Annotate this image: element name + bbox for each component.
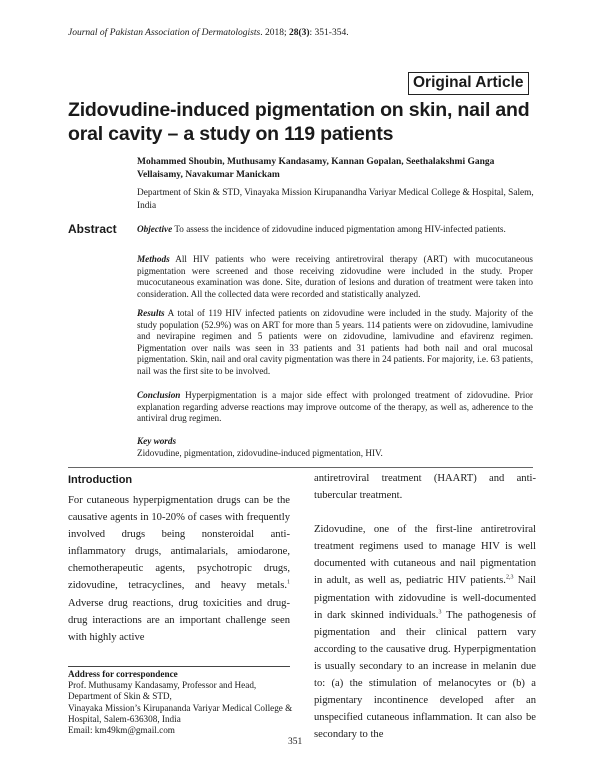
results-label: Results bbox=[137, 308, 165, 318]
section-divider bbox=[68, 467, 533, 468]
author-list: Mohammed Shoubin, Muthusamy Kandasamy, Kannan Gopalan, Seethalakshmi Ganga Vellaisamy, Navakumar Manickam bbox=[137, 157, 495, 180]
intro-text-1b: Adverse drug reactions, drug toxicities and drug-drug interactions are an important challenge seen with highly active bbox=[68, 597, 290, 643]
correspondence-divider bbox=[68, 666, 290, 667]
keywords-label: Key words bbox=[137, 436, 177, 446]
intro-paragraph-2 bbox=[314, 521, 536, 743]
article-type-badge: Original Article bbox=[408, 72, 529, 95]
correspondence-box bbox=[68, 669, 298, 736]
methods-text: All HIV patients who were receiving antiretroviral therapy (ART) with mucocutaneous pigmentation were screened and those receiving zidovudine were included in the study. Proper mucocutaneous examination was done. Site, duration of lesions and duration of treatment were taken into consideration. All the collected data were recorded and statistically analyzed. bbox=[137, 254, 533, 299]
intro-paragraph-1 bbox=[68, 492, 290, 646]
article-title: Zidovudine-induced pigmentation on skin, nail and oral cavity – a study on 119 patients bbox=[68, 99, 530, 145]
intro-text-2c: The pathogenesis of pigmentation and their clinical pattern vary according to the causative drug. Hyperpigmentation is usually secondary to an increase in melanin due to: (a) the stimulation of melanocytes or (b) a pigmentary incontinence developed after an unspecified cutaneous inflammation. It can also be secondary to the bbox=[314, 609, 536, 741]
ref-2-3: 2,3 bbox=[505, 574, 514, 581]
right-column bbox=[314, 470, 536, 743]
ref-3: 3 bbox=[438, 609, 442, 616]
conclusion-text: Hyperpigmentation is a major side effect with prolonged treatment of zidovudine. Prior explanation regarding adverse reactions may improve outcome of the therapy, as well as, adherence to the antiviral drug regimen. bbox=[137, 390, 533, 423]
intro-text-2b: Nail pigmentation with zidovudine is well-documented in dark skinned individuals. bbox=[314, 575, 536, 621]
journal-pages: : 351-354. bbox=[309, 28, 349, 38]
journal-name: Journal of Pakistan Association of Dermatologists bbox=[68, 28, 261, 38]
intro-text-2a: Zidovudine, one of the first-line antiretroviral treatment regimens used to manage HIV is well documented with cutaneous and nail pigmentation in adult, as well as, pediatric HIV patients. bbox=[314, 524, 536, 587]
journal-volume: 28(3) bbox=[288, 28, 310, 38]
abstract-methods bbox=[137, 254, 533, 300]
keywords-text: Zidovudine, pigmentation, zidovudine-induced pigmentation, HIV. bbox=[137, 448, 383, 458]
correspondence-email: Email: km49km@gmail.com bbox=[68, 725, 175, 736]
affiliation: Department of Skin & STD, Vinayaka Mission Kirupanandha Variyar Medical College & Hospital, Salem, India bbox=[137, 188, 534, 211]
intro-text-1a: For cutaneous hyperpigmentation drugs can be the causative agents in 10-20% of cases with frequently involved drugs being nonsteroidal anti-inflammatory drugs, antimalarials, amiodarone, chemotherapeutic agents, psychotropic drugs, zidovudine, tetracyclines, and heavy metals. bbox=[68, 495, 290, 592]
conclusion-label: Conclusion bbox=[137, 390, 181, 400]
abstract-results bbox=[137, 308, 533, 377]
methods-label: Methods bbox=[137, 254, 170, 264]
objective-text: To assess the incidence of zidovudine induced pigmentation among HIV-infected patients. bbox=[172, 224, 506, 234]
page-number: 351 bbox=[288, 737, 303, 747]
ref-1: 1 bbox=[287, 579, 290, 586]
journal-year: . 2018; bbox=[260, 28, 287, 38]
abstract-objective bbox=[137, 224, 533, 236]
correspondence-heading: Address for correspondence bbox=[68, 669, 178, 679]
abstract-conclusion bbox=[137, 390, 533, 425]
correspondence-line-1: Prof. Muthusamy Kandasamy, Professor and Head, Department of Skin & STD, bbox=[68, 680, 257, 702]
journal-citation bbox=[68, 28, 349, 38]
introduction-heading: Introduction bbox=[68, 474, 133, 486]
abstract-heading: Abstract bbox=[68, 222, 117, 236]
intro-paragraph-continued: antiretroviral treatment (HAART) and anti-tubercular treatment. bbox=[314, 473, 536, 502]
objective-label: Objective bbox=[137, 224, 173, 234]
left-column bbox=[68, 492, 290, 646]
results-text: A total of 119 HIV infected patients on zidovudine were included in the study. Majority of the study population (52.9%) was on ART for more than 5 years. 114 patients were on zidovudine, lamivudine and nevirapine regimen and 5 patients were on zidovudine, lamivudine and efavirenz regimen. Pigmentation over nails was seen in 33 patients and 31 patients had both nail and oral mucosal pigmentation. Skin, nail and oral cavity pigmentation was there in 24 patients. For majority, i.e. 63 patients, nail was the first site to be involved. bbox=[137, 308, 533, 376]
correspondence-line-2: Vinayaka Mission’s Kirupananda Variyar Medical College & Hospital, Salem-636308, India bbox=[68, 702, 293, 724]
